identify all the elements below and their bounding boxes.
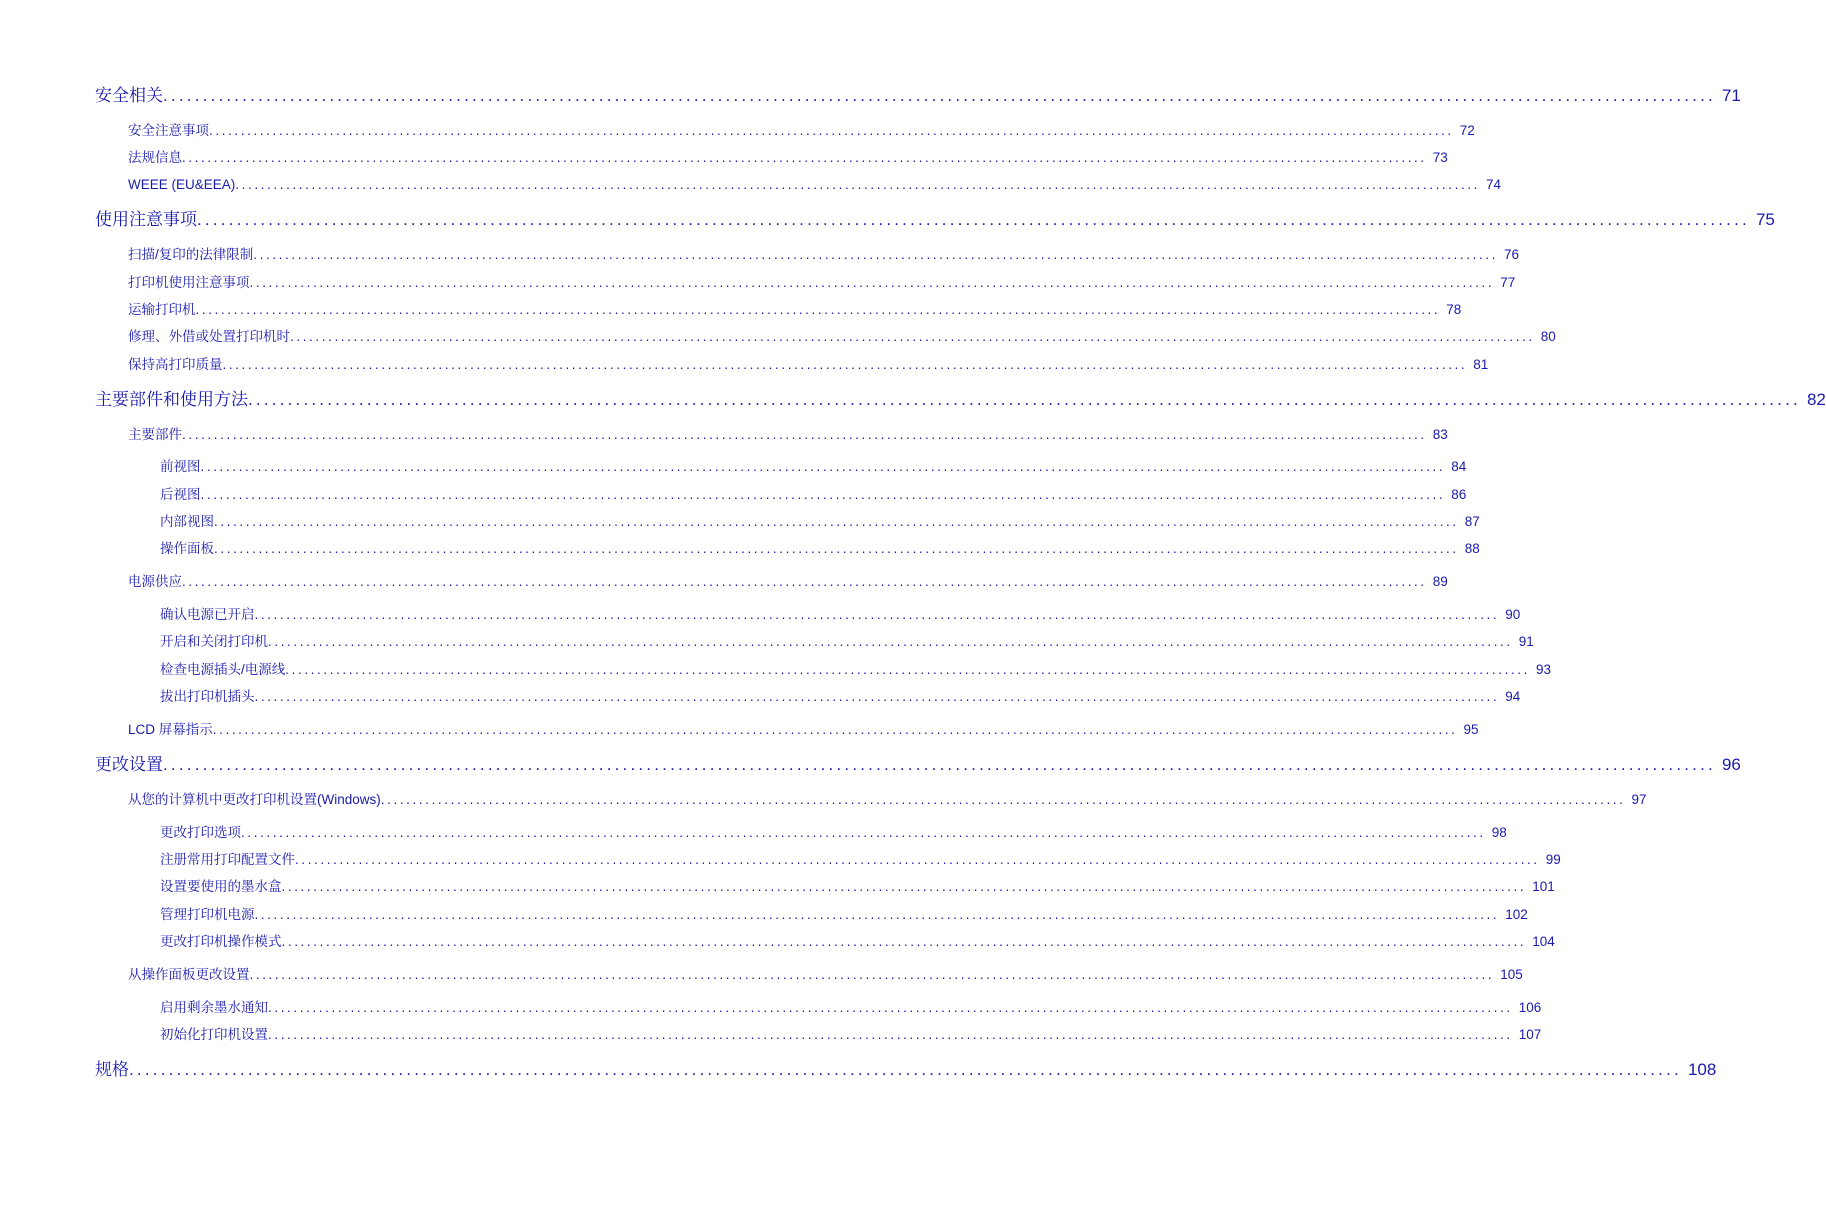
toc-entry[interactable] (128, 572, 1448, 592)
toc-entry[interactable] (160, 823, 1507, 843)
toc-entry-page: 77 (1500, 275, 1516, 290)
toc-entry[interactable] (128, 327, 1556, 347)
toc-entry-title: 内部视图 (160, 514, 214, 529)
toc-entry-page: 90 (1505, 607, 1521, 622)
toc-entry-page: 93 (1536, 662, 1552, 677)
toc-entry[interactable] (160, 485, 1467, 505)
toc-entry[interactable] (160, 660, 1552, 680)
dot-leader: .................................................................................................................................................................................................... (295, 852, 1540, 867)
toc-entry[interactable] (95, 84, 1741, 108)
toc-entry[interactable] (128, 300, 1462, 320)
toc-entry[interactable] (160, 632, 1534, 652)
dot-leader: .................................................................................................................................................................................................... (268, 1027, 1513, 1042)
toc-entry-title: 规格 (95, 1060, 129, 1079)
toc-entry-page: 83 (1432, 427, 1448, 442)
dot-leader: .................................................................................................................................................................................................... (253, 247, 1499, 262)
toc-entry[interactable] (95, 208, 1775, 232)
dot-leader: .................................................................................................................................................................................................... (195, 302, 1441, 317)
toc-entry-title: 电源供应 (128, 574, 182, 589)
toc-entry[interactable] (160, 539, 1480, 559)
toc-entry-page: 87 (1464, 514, 1480, 529)
dot-leader: .................................................................................................................................................................................................... (281, 934, 1527, 949)
toc-entry-title: 主要部件和使用方法 (95, 390, 248, 409)
dot-leader: .................................................................................................................................................................................................... (214, 541, 1459, 556)
toc-entry-title: 安全相关 (95, 86, 163, 105)
toc-entry-page: 95 (1463, 722, 1479, 737)
toc-entry-page: 101 (1532, 879, 1555, 894)
dot-leader: .................................................................................................................................................................................................... (254, 689, 1500, 704)
dot-leader: .................................................................................................................................................................................................... (268, 634, 1513, 649)
toc-entry-title: 从操作面板更改设置 (128, 967, 250, 982)
toc-entry-page: 76 (1504, 247, 1520, 262)
toc-entry[interactable] (128, 790, 1647, 810)
toc-entry-page: 94 (1505, 689, 1521, 704)
toc-entry-title: 保持高打印质量 (128, 357, 223, 372)
dot-leader: .................................................................................................................................................................................................... (254, 607, 1500, 622)
toc-entry[interactable] (95, 1058, 1717, 1082)
toc-entry-title: 安全注意事项 (128, 123, 209, 138)
dot-leader: .................................................................................................................................................................................................... (241, 825, 1486, 840)
toc-entry[interactable] (128, 175, 1502, 195)
dot-leader: .................................................................................................................................................................................................... (163, 86, 1716, 105)
toc-entry-page: 82 (1806, 390, 1826, 409)
dot-leader: .................................................................................................................................................................................................... (248, 390, 1801, 409)
toc-entry-page: 71 (1721, 86, 1741, 105)
toc-entry-page: 88 (1464, 541, 1480, 556)
toc-entry-title: 检查电源插头/电源线 (160, 662, 286, 677)
toc-entry-title: WEEE (EU&EEA) (128, 177, 236, 192)
toc-entry[interactable] (95, 753, 1741, 777)
dot-leader: .................................................................................................................................................................................................... (254, 907, 1500, 922)
toc-entry[interactable] (160, 877, 1555, 897)
toc-entry-title: 主要部件 (128, 427, 182, 442)
dot-leader: .................................................................................................................................................................................................... (209, 123, 1454, 138)
toc-entry-title: 设置要使用的墨水盒 (160, 879, 282, 894)
toc-entry[interactable] (160, 905, 1528, 925)
dot-leader: .................................................................................................................................................................................................... (222, 357, 1468, 372)
toc-entry-page: 91 (1518, 634, 1534, 649)
toc-entry-title: LCD 屏幕指示 (128, 722, 213, 737)
toc-entry[interactable] (128, 720, 1479, 740)
toc-entry-title: 初始化打印机设置 (160, 1027, 268, 1042)
toc-entry-title: 操作面板 (160, 541, 214, 556)
toc-entry-title: 管理打印机电源 (160, 907, 255, 922)
dot-leader: .................................................................................................................................................................................................... (129, 1060, 1682, 1079)
toc-entry[interactable] (128, 965, 1523, 985)
dot-leader: .................................................................................................................................................................................................... (281, 879, 1527, 894)
dot-leader: .................................................................................................................................................................................................... (182, 150, 1427, 165)
toc-entry[interactable] (160, 687, 1521, 707)
dot-leader: .................................................................................................................................................................................................... (182, 427, 1427, 442)
toc-entry-page: 106 (1518, 1000, 1542, 1015)
toc-entry-title: 从您的计算机中更改打印机设置(Windows) (128, 792, 381, 807)
toc-entry-title: 运输打印机 (128, 302, 196, 317)
toc-entry[interactable] (128, 273, 1516, 293)
dot-leader: .................................................................................................................................................................................................... (200, 487, 1446, 502)
toc-entry[interactable] (128, 355, 1489, 375)
toc-entry-title: 确认电源已开启 (160, 607, 255, 622)
toc-entry-title: 前视图 (160, 459, 201, 474)
toc-entry-page: 74 (1486, 177, 1502, 192)
toc-entry-title: 拔出打印机插头 (160, 689, 255, 704)
toc-entry[interactable] (128, 245, 1520, 265)
dot-leader: .................................................................................................................................................................................................... (290, 329, 1535, 344)
toc-entry-title: 法规信息 (128, 150, 182, 165)
toc-entry-page: 105 (1500, 967, 1523, 982)
dot-leader: .................................................................................................................................................................................................... (249, 967, 1495, 982)
toc-entry-page: 78 (1446, 302, 1462, 317)
toc-entry-page: 81 (1473, 357, 1489, 372)
toc-entry-title: 后视图 (160, 487, 201, 502)
toc-entry-page: 99 (1545, 852, 1561, 867)
toc-entry[interactable] (160, 512, 1480, 532)
dot-leader: .................................................................................................................................................................................................... (163, 755, 1716, 774)
toc-entry[interactable] (160, 932, 1555, 952)
dot-leader: .................................................................................................................................................................................................... (212, 722, 1458, 737)
toc-entry-title: 使用注意事项 (95, 210, 197, 229)
toc-entry-page: 104 (1532, 934, 1555, 949)
dot-leader: .................................................................................................................................................................................................... (214, 514, 1459, 529)
dot-leader: .................................................................................................................................................................................................... (249, 275, 1495, 290)
toc-entry-page: 97 (1631, 792, 1647, 807)
dot-leader: .................................................................................................................................................................................................... (380, 792, 1626, 807)
toc-entry-title: 扫描/复印的法律限制 (128, 247, 254, 262)
toc-entry-title: 更改设置 (95, 755, 163, 774)
toc-entry[interactable] (160, 605, 1521, 625)
toc-entry[interactable] (128, 148, 1448, 168)
dot-leader: .................................................................................................................................................................................................... (200, 459, 1446, 474)
toc-entry-page: 73 (1432, 150, 1448, 165)
toc-entry[interactable] (160, 998, 1542, 1018)
dot-leader: .................................................................................................................................................................................................... (182, 574, 1427, 589)
toc-entry-page: 102 (1505, 907, 1528, 922)
toc-entry-title: 打印机使用注意事项 (128, 275, 250, 290)
dot-leader: .................................................................................................................................................................................................... (197, 210, 1750, 229)
toc-entry-page: 75 (1755, 210, 1775, 229)
toc-entry[interactable] (128, 121, 1475, 141)
toc-entry-page: 96 (1721, 755, 1741, 774)
toc-entry-title: 启用剩余墨水通知 (160, 1000, 268, 1015)
toc-entry-title: 修理、外借或处置打印机时 (128, 329, 290, 344)
toc-entry-page: 80 (1540, 329, 1556, 344)
toc-entry-page: 107 (1518, 1027, 1542, 1042)
toc-entry-title: 更改打印机操作模式 (160, 934, 282, 949)
toc-entry-page: 86 (1451, 487, 1467, 502)
toc-entry-title: 更改打印选项 (160, 825, 241, 840)
toc-entry[interactable] (160, 1025, 1542, 1045)
dot-leader: .................................................................................................................................................................................................... (268, 1000, 1513, 1015)
toc-entry[interactable] (160, 457, 1467, 477)
toc-entry-page: 72 (1459, 123, 1475, 138)
toc-entry[interactable] (95, 388, 1826, 412)
toc-entry-title: 开启和关闭打印机 (160, 634, 268, 649)
toc-entry-page: 89 (1432, 574, 1448, 589)
toc-entry-page: 108 (1687, 1060, 1717, 1079)
dot-leader: .................................................................................................................................................................................................... (285, 662, 1531, 677)
dot-leader: .................................................................................................................................................................................................... (235, 177, 1481, 192)
toc-entry-page: 98 (1491, 825, 1507, 840)
toc-entry-title: 注册常用打印配置文件 (160, 852, 295, 867)
toc-entry[interactable] (128, 425, 1448, 445)
toc-entry[interactable] (160, 850, 1561, 870)
toc-entry-page: 84 (1451, 459, 1467, 474)
